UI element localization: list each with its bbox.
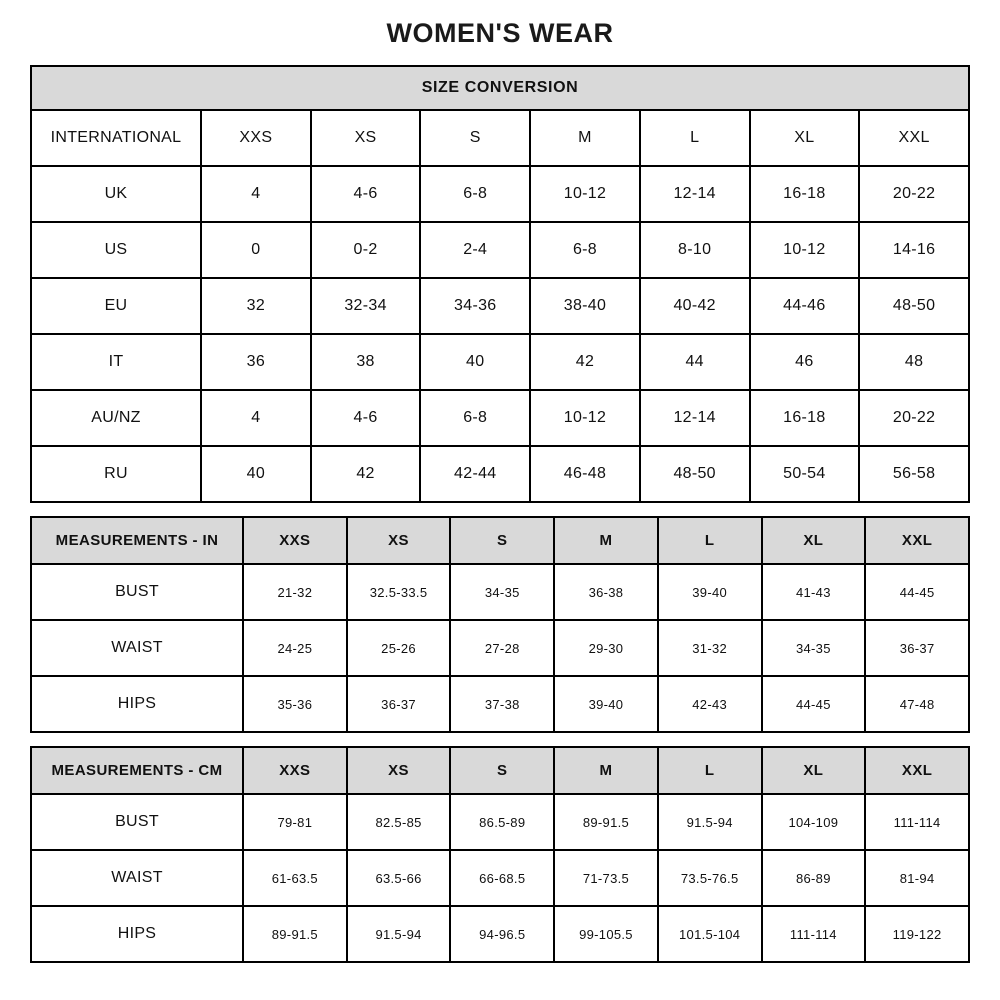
cell: 86-89 (762, 850, 866, 906)
row-label: BUST (31, 794, 243, 850)
measurements-in-table (30, 516, 970, 733)
cell: 81-94 (865, 850, 969, 906)
measurements-cm-header (31, 747, 969, 794)
cell: 6-8 (420, 166, 530, 222)
cell: 36 (201, 334, 311, 390)
measurement-row (31, 620, 969, 676)
cell: 41-43 (762, 564, 866, 620)
row-label: HIPS (31, 676, 243, 732)
cell: 36-37 (347, 676, 451, 732)
cell: 94-96.5 (450, 906, 554, 962)
measurements-in-body (31, 564, 969, 732)
cell: 111-114 (762, 906, 866, 962)
row-label: MEASUREMENTS - CM (31, 747, 243, 794)
page-title: WOMEN'S WEAR (386, 18, 614, 48)
size-conversion-title: SIZE CONVERSION (31, 66, 969, 110)
cell: 44-45 (762, 676, 866, 732)
cell: XXS (243, 517, 347, 564)
cell: XXS (201, 110, 311, 166)
row-label: WAIST (31, 620, 243, 676)
row-label: UK (31, 166, 201, 222)
row-label: HIPS (31, 906, 243, 962)
measurements-cm-body (31, 794, 969, 962)
cell: 12-14 (640, 166, 750, 222)
cell: S (450, 747, 554, 794)
cell: 44 (640, 334, 750, 390)
cell: 40-42 (640, 278, 750, 334)
cell: XL (762, 747, 866, 794)
measurement-row (31, 794, 969, 850)
measurement-row (31, 850, 969, 906)
row-label: MEASUREMENTS - IN (31, 517, 243, 564)
cell: XL (762, 517, 866, 564)
cell: 4 (201, 390, 311, 446)
cell: 4 (201, 166, 311, 222)
cell: 38-40 (530, 278, 640, 334)
measurement-row (31, 564, 969, 620)
size-conversion-body (31, 110, 969, 502)
cell: XXL (865, 517, 969, 564)
cell: 48-50 (859, 278, 969, 334)
cell: 89-91.5 (554, 794, 658, 850)
cell: 48-50 (640, 446, 750, 502)
row-label: RU (31, 446, 201, 502)
measurement-row (31, 676, 969, 732)
size-conversion-row (31, 334, 969, 390)
table-title-row (31, 66, 969, 110)
size-conversion-table (30, 65, 970, 503)
cell: 35-36 (243, 676, 347, 732)
cell: 25-26 (347, 620, 451, 676)
cell: 91.5-94 (658, 794, 762, 850)
cell: 42 (530, 334, 640, 390)
cell: 36-37 (865, 620, 969, 676)
cell: 37-38 (450, 676, 554, 732)
cell: XL (750, 110, 860, 166)
cell: 6-8 (530, 222, 640, 278)
cell: 79-81 (243, 794, 347, 850)
header-row (31, 747, 969, 794)
cell: XXL (859, 110, 969, 166)
cell: 66-68.5 (450, 850, 554, 906)
cell: 32-34 (311, 278, 421, 334)
cell: 24-25 (243, 620, 347, 676)
cell: 47-48 (865, 676, 969, 732)
cell: 104-109 (762, 794, 866, 850)
cell: 101.5-104 (658, 906, 762, 962)
cell: XXL (865, 747, 969, 794)
cell: 29-30 (554, 620, 658, 676)
cell: 34-35 (450, 564, 554, 620)
measurements-cm-table (30, 746, 970, 963)
cell: 4-6 (311, 390, 421, 446)
cell: 56-58 (859, 446, 969, 502)
cell: 73.5-76.5 (658, 850, 762, 906)
cell: M (554, 517, 658, 564)
cell: 0 (201, 222, 311, 278)
cell: 27-28 (450, 620, 554, 676)
size-conversion-row (31, 278, 969, 334)
cell: L (658, 747, 762, 794)
size-conversion-row (31, 446, 969, 502)
size-conversion-row (31, 110, 969, 166)
cell: 71-73.5 (554, 850, 658, 906)
cell: 32 (201, 278, 311, 334)
cell: 31-32 (658, 620, 762, 676)
row-label: IT (31, 334, 201, 390)
header-row (31, 517, 969, 564)
cell: 38 (311, 334, 421, 390)
cell: M (554, 747, 658, 794)
row-label: US (31, 222, 201, 278)
cell: L (658, 517, 762, 564)
cell: 10-12 (530, 166, 640, 222)
cell: 14-16 (859, 222, 969, 278)
cell: S (450, 517, 554, 564)
cell: 119-122 (865, 906, 969, 962)
measurement-row (31, 906, 969, 962)
cell: 82.5-85 (347, 794, 451, 850)
cell: 21-32 (243, 564, 347, 620)
cell: 40 (201, 446, 311, 502)
cell: 44-45 (865, 564, 969, 620)
cell: 16-18 (750, 390, 860, 446)
cell: 89-91.5 (243, 906, 347, 962)
measurements-in-header (31, 517, 969, 564)
cell: 46 (750, 334, 860, 390)
cell: XS (347, 517, 451, 564)
size-conversion-row (31, 222, 969, 278)
cell: 91.5-94 (347, 906, 451, 962)
cell: 20-22 (859, 390, 969, 446)
cell: 34-36 (420, 278, 530, 334)
cell: 20-22 (859, 166, 969, 222)
cell: 40 (420, 334, 530, 390)
size-conversion-row (31, 166, 969, 222)
cell: XXS (243, 747, 347, 794)
cell: 4-6 (311, 166, 421, 222)
cell: 86.5-89 (450, 794, 554, 850)
cell: XS (311, 110, 421, 166)
size-conversion-row (31, 390, 969, 446)
cell: L (640, 110, 750, 166)
cell: 42-44 (420, 446, 530, 502)
row-label: WAIST (31, 850, 243, 906)
cell: 39-40 (658, 564, 762, 620)
row-label: EU (31, 278, 201, 334)
cell: 63.5-66 (347, 850, 451, 906)
cell: 2-4 (420, 222, 530, 278)
cell: 46-48 (530, 446, 640, 502)
cell: XS (347, 747, 451, 794)
row-label: BUST (31, 564, 243, 620)
cell: 39-40 (554, 676, 658, 732)
cell: 36-38 (554, 564, 658, 620)
cell: 44-46 (750, 278, 860, 334)
cell: 16-18 (750, 166, 860, 222)
cell: 34-35 (762, 620, 866, 676)
cell: 48 (859, 334, 969, 390)
cell: 32.5-33.5 (347, 564, 451, 620)
row-label: AU/NZ (31, 390, 201, 446)
cell: 10-12 (530, 390, 640, 446)
cell: S (420, 110, 530, 166)
cell: 99-105.5 (554, 906, 658, 962)
cell: 10-12 (750, 222, 860, 278)
cell: 8-10 (640, 222, 750, 278)
cell: 42 (311, 446, 421, 502)
cell: 50-54 (750, 446, 860, 502)
cell: M (530, 110, 640, 166)
cell: 61-63.5 (243, 850, 347, 906)
cell: 0-2 (311, 222, 421, 278)
row-label: INTERNATIONAL (31, 110, 201, 166)
cell: 111-114 (865, 794, 969, 850)
cell: 42-43 (658, 676, 762, 732)
cell: 6-8 (420, 390, 530, 446)
cell: 12-14 (640, 390, 750, 446)
